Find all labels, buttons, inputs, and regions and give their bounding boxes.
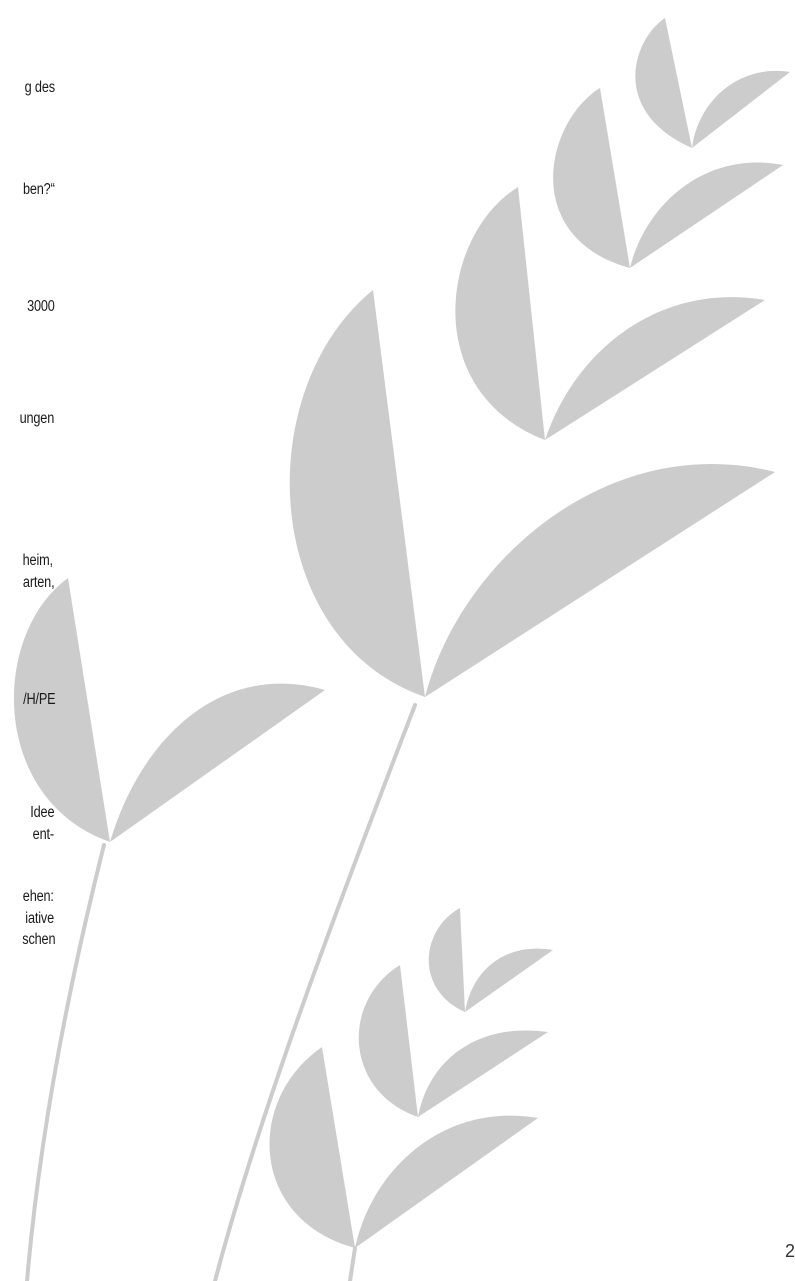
bottom-wheat-stem — [350, 1248, 355, 1281]
wheat-leaf — [465, 949, 553, 1012]
wheat-leaf — [418, 1030, 548, 1117]
wheat-leaf — [359, 965, 418, 1117]
text-fragment: ent- — [32, 826, 54, 843]
text-fragment: Idee — [29, 804, 54, 821]
text-fragment: 3000 — [27, 298, 55, 315]
wheat-leaf — [455, 187, 545, 440]
text-fragment: arten, — [22, 574, 54, 591]
text-fragment: iative — [25, 910, 54, 927]
wheat-leaf — [429, 908, 465, 1012]
wheat-leaf — [290, 290, 425, 697]
text-fragment: ungen — [19, 410, 54, 427]
wheat-leaf — [425, 464, 775, 697]
wheat-leaf — [692, 71, 790, 148]
wheat-leaf — [355, 1116, 538, 1248]
text-fragment: /H/PE — [22, 691, 55, 708]
wheat-leaf — [553, 88, 630, 268]
wheat-leaf — [630, 163, 783, 268]
wheat-leaf — [545, 297, 765, 440]
wheat-leaf — [270, 1047, 355, 1248]
text-fragment: ben?“ — [23, 181, 55, 198]
wheat-leaf — [635, 18, 692, 148]
text-fragment: schen — [21, 931, 55, 948]
wheat-leaf — [14, 578, 110, 842]
text-fragment: g des — [24, 79, 55, 96]
page-number: 2 — [784, 1241, 795, 1261]
wheat-leaf — [110, 684, 325, 842]
text-fragment: heim, — [22, 552, 53, 569]
text-fragment: ehen: — [23, 888, 54, 905]
